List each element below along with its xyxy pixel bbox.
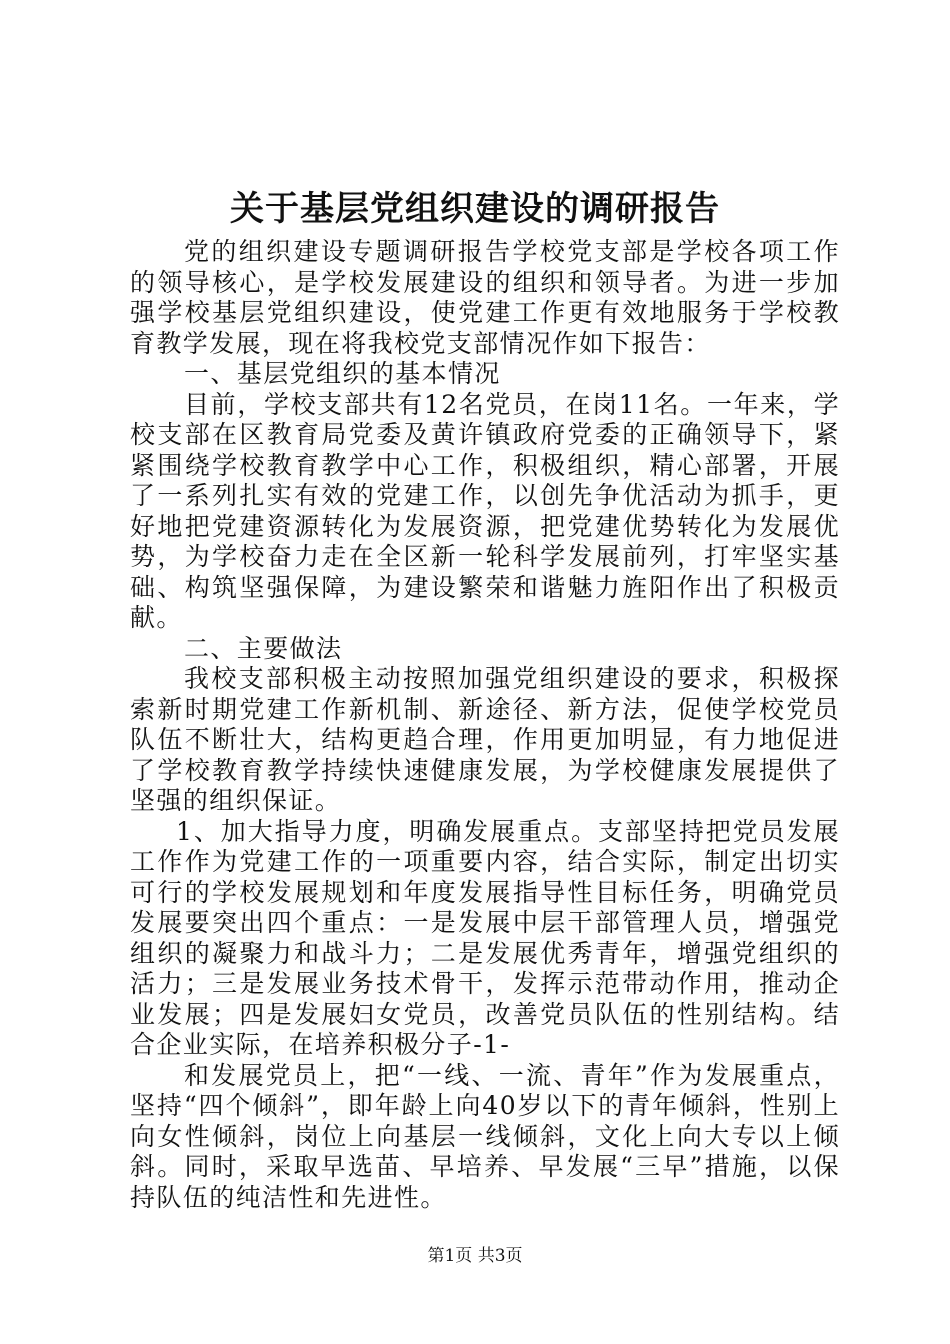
intro-paragraph: 党的组织建设专题调研报告学校党支部是学校各项工作的领导核心，是学校发展建设的组织和领导者。为进一步加强学校基层党组织建设，使党建工作更有效地服务于学校教育教学发展，现在将我校党支部情况作如下报告： xyxy=(130,237,840,358)
page-number-footer: 第1页 共3页 xyxy=(427,1246,523,1266)
main-practices-paragraph: 我校支部积极主动按照加强党组织建设的要求，积极探索新时期党建工作新机制、新途径、新方法，促使学校党员队伍不断壮大，结构更趋合理，作用更加明显，有力地促进了学校教育教学持续快速健康发展，为学校健康发展提供了坚强的组织保证。 xyxy=(130,664,840,815)
continuation-paragraph: 和发展党员上，把“一线、一流、青年”作为发展重点，坚持“四个倾斜”，即年龄上向40岁以下的青年倾斜，性别上向女性倾斜，岗位上向基层一线倾斜，文化上向大专以上倾斜。同时，采取早选苗、早培养、早发展“三早”措施，以保持队伍的纯洁性和先进性。 xyxy=(130,1060,840,1212)
document-body xyxy=(130,237,840,1213)
document-title: 关于基层党组织建设的调研报告 xyxy=(230,189,720,229)
section-heading-main-practices: 二、主要做法 xyxy=(184,633,343,663)
practice-item-1-paragraph: 1、加大指导力度，明确发展重点。支部坚持把党员发展工作作为党建工作的一项重要内容，结合实际，制定出切实可行的学校发展规划和年度发展指导性目标任务，明确党员发展要突出四个重点：一是发展中层干部管理人员，增强党组织的凝聚力和战斗力；二是发展优秀青年，增强党组织的活力；三是发展业务技术骨干，发挥示范带动作用，推动企业发展；四是发展妇女党员，改善党员队伍的性别结构。结合企业实际，在培养积极分子-1- xyxy=(130,816,840,1059)
section-heading-basic-situation: 一、基层党组织的基本情况 xyxy=(184,359,501,388)
basic-situation-paragraph: 目前，学校支部共有12名党员，在岗11名。一年来，学校支部在区教育局党委及黄许镇政府党委的正确领导下，紧紧围绕学校教育教学中心工作，积极组织，精心部署，开展了一系列扎实有效的党建工作，以创先争优活动为抓手，更好地把党建资源转化为发展资源，把党建优势转化为发展优势，为学校奋力走在全区新一轮科学发展前列，打牢坚实基础、构筑坚强保障，为建设繁荣和谐魅力旌阳作出了积极贡献。 xyxy=(130,389,840,632)
